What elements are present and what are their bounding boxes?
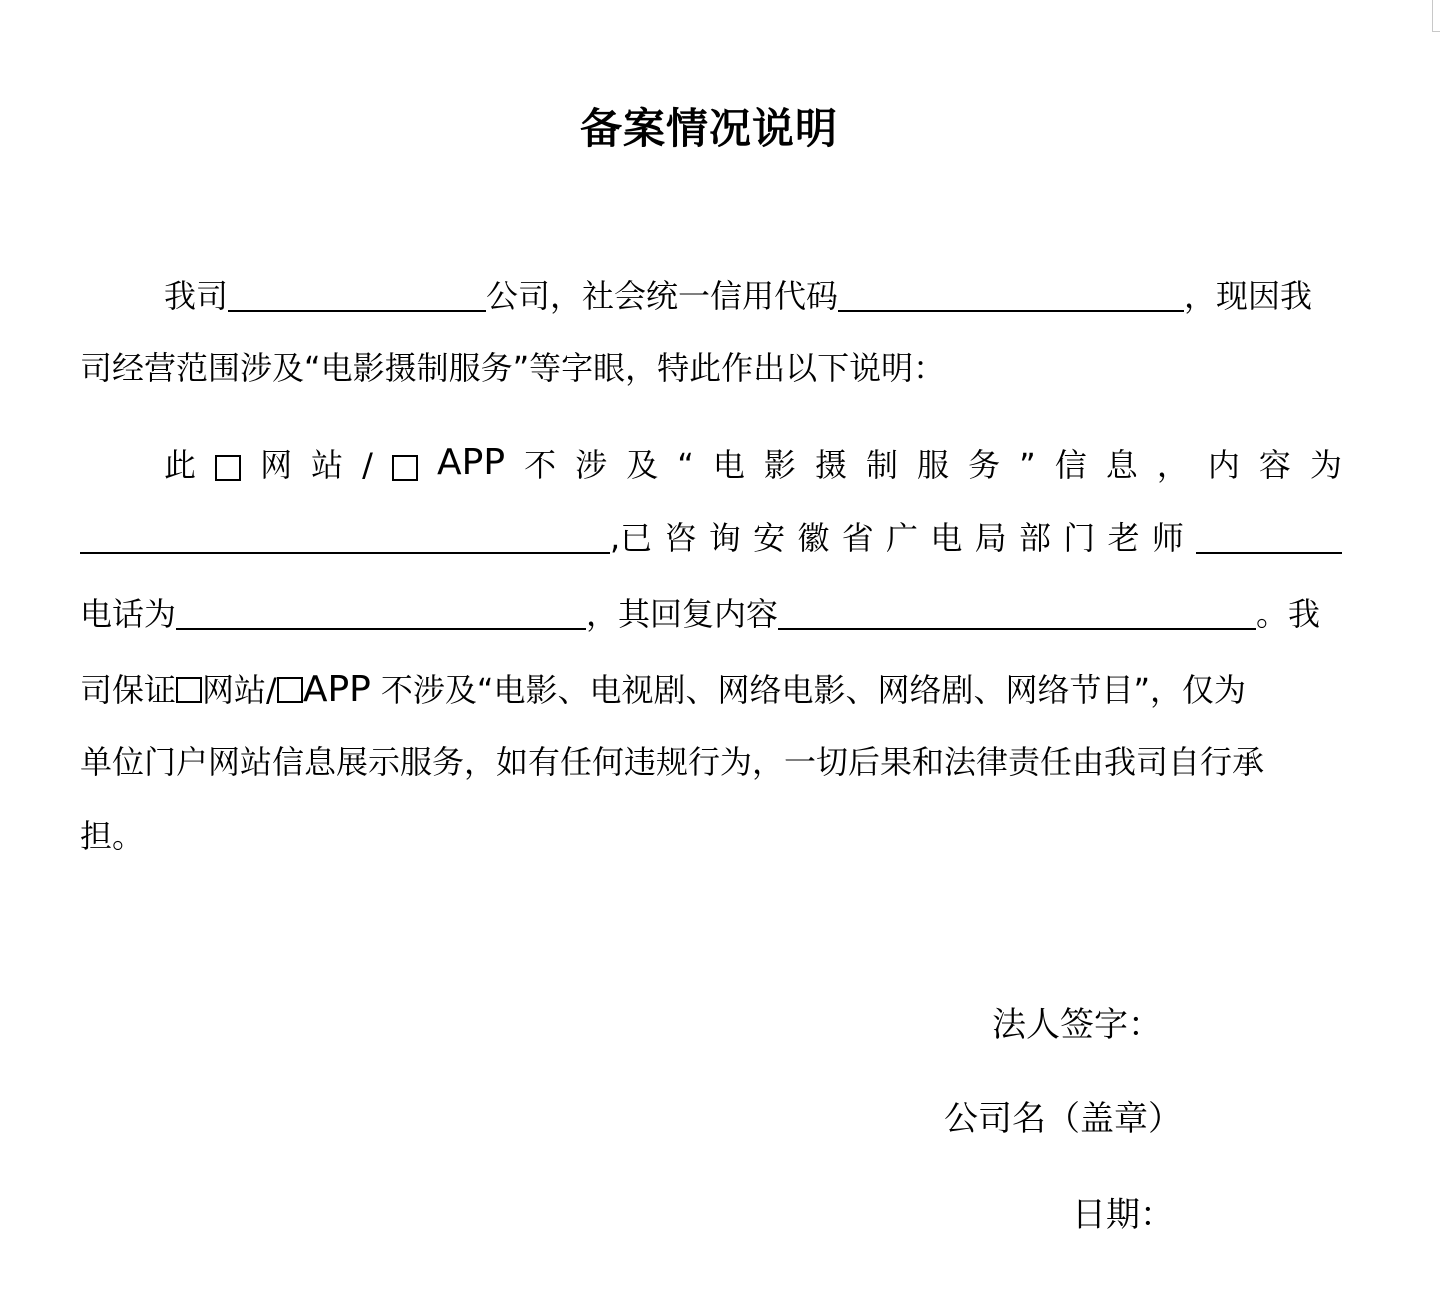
company-seal-label: 公司名（盖章） — [944, 1099, 1182, 1139]
phone-label: 电话为 — [80, 595, 177, 633]
p2-l1-char: ， — [1156, 446, 1189, 484]
p2-l1-char: / — [362, 446, 373, 484]
website-checkbox-2[interactable] — [176, 677, 202, 703]
document-title: 备案情况说明 — [579, 104, 838, 153]
legal-signature-label: 法人签字： — [992, 1005, 1162, 1045]
p2-l2-char: 部 — [1018, 519, 1051, 557]
date-label: 日期： — [1072, 1195, 1174, 1235]
p2-l1-char: 影 — [763, 446, 796, 484]
app-checkbox[interactable] — [392, 455, 418, 481]
p2-l2-char: 广 — [886, 519, 919, 557]
p2-l1-char: 务 — [968, 446, 1001, 484]
p2-line1 — [164, 442, 1342, 484]
p2-l1-char: 信 — [1054, 446, 1087, 484]
p2-l1-char: 内 — [1207, 446, 1240, 484]
p2-line5: 单位门户网站信息展示服务，如有任何违规行为，一切后果和法律责任由我司自行承 — [80, 743, 1265, 781]
app-checkbox-2[interactable] — [277, 677, 303, 703]
p2-l4-text: 网站/ — [202, 671, 277, 709]
p2-l1-char: 服 — [917, 446, 950, 484]
p2-l1-char: 容 — [1258, 446, 1291, 484]
p2-l1-char: 制 — [865, 446, 898, 484]
p2-l4-app: APP — [302, 669, 371, 710]
p2-line2 — [80, 519, 1342, 557]
p2-line6: 担。 — [80, 817, 145, 855]
p2-l1-char: 息 — [1105, 446, 1138, 484]
window-corner — [1432, 0, 1440, 32]
p2-l1-char: “ — [677, 446, 694, 484]
p2-l2-char: 师 — [1151, 519, 1184, 557]
teacher-name-blank[interactable] — [1196, 520, 1342, 554]
p2-l2-char: 安 — [753, 519, 786, 557]
p2-l2-char: 省 — [841, 519, 874, 557]
p2-line4 — [80, 669, 1342, 710]
p2-l1-char: 电 — [712, 446, 745, 484]
p2-l1-app: APP — [437, 442, 506, 483]
p2-l2-char: 咨 — [664, 519, 697, 557]
reply-blank[interactable] — [778, 596, 1256, 630]
p2-l2-char: 电 — [930, 519, 963, 557]
p2-l2-char: 门 — [1063, 519, 1096, 557]
p2-l2-char: ,已 — [610, 519, 653, 557]
p2-l4-text: 不涉及“电影、电视剧、网络电影、网络剧、网络节目”，仅为 — [380, 671, 1247, 709]
credit-code-blank[interactable] — [838, 278, 1184, 312]
p1-text-c: ，现因我 — [1184, 277, 1313, 315]
phone-blank[interactable] — [176, 596, 586, 630]
p2-l1-char: 及 — [626, 446, 659, 484]
p2-l2-char: 询 — [708, 519, 741, 557]
p2-l1-char: 此 — [164, 446, 197, 484]
p1-text-b: 公司，社会统一信用代码 — [486, 277, 839, 315]
content-blank[interactable] — [80, 520, 610, 554]
p2-line3 — [80, 595, 1342, 633]
website-checkbox[interactable] — [215, 455, 241, 481]
p2-l4-text: 司保证 — [80, 671, 177, 709]
p2-l2-char: 局 — [974, 519, 1007, 557]
p2-l1-char: 摄 — [814, 446, 847, 484]
reply-label: ，其回复内容 — [586, 595, 779, 633]
p1-line2: 司经营范围涉及“电影摄制服务”等字眼，特此作出以下说明： — [80, 349, 946, 387]
p1-line1 — [80, 277, 1342, 315]
p2-l2-char: 徽 — [797, 519, 830, 557]
p2-l3-end: 。我 — [1256, 595, 1321, 633]
p2-l1-char: 为 — [1309, 446, 1342, 484]
p1-text-a: 我司 — [164, 277, 229, 315]
p2-l1-char: 涉 — [575, 446, 608, 484]
p2-l1-char: 不 — [524, 446, 557, 484]
p2-l2-char: 老 — [1107, 519, 1140, 557]
p2-l1-char: ” — [1019, 446, 1036, 484]
company-name-blank[interactable] — [228, 278, 486, 312]
p2-l1-char: 网 — [260, 446, 293, 484]
p2-l1-char: 站 — [311, 446, 344, 484]
